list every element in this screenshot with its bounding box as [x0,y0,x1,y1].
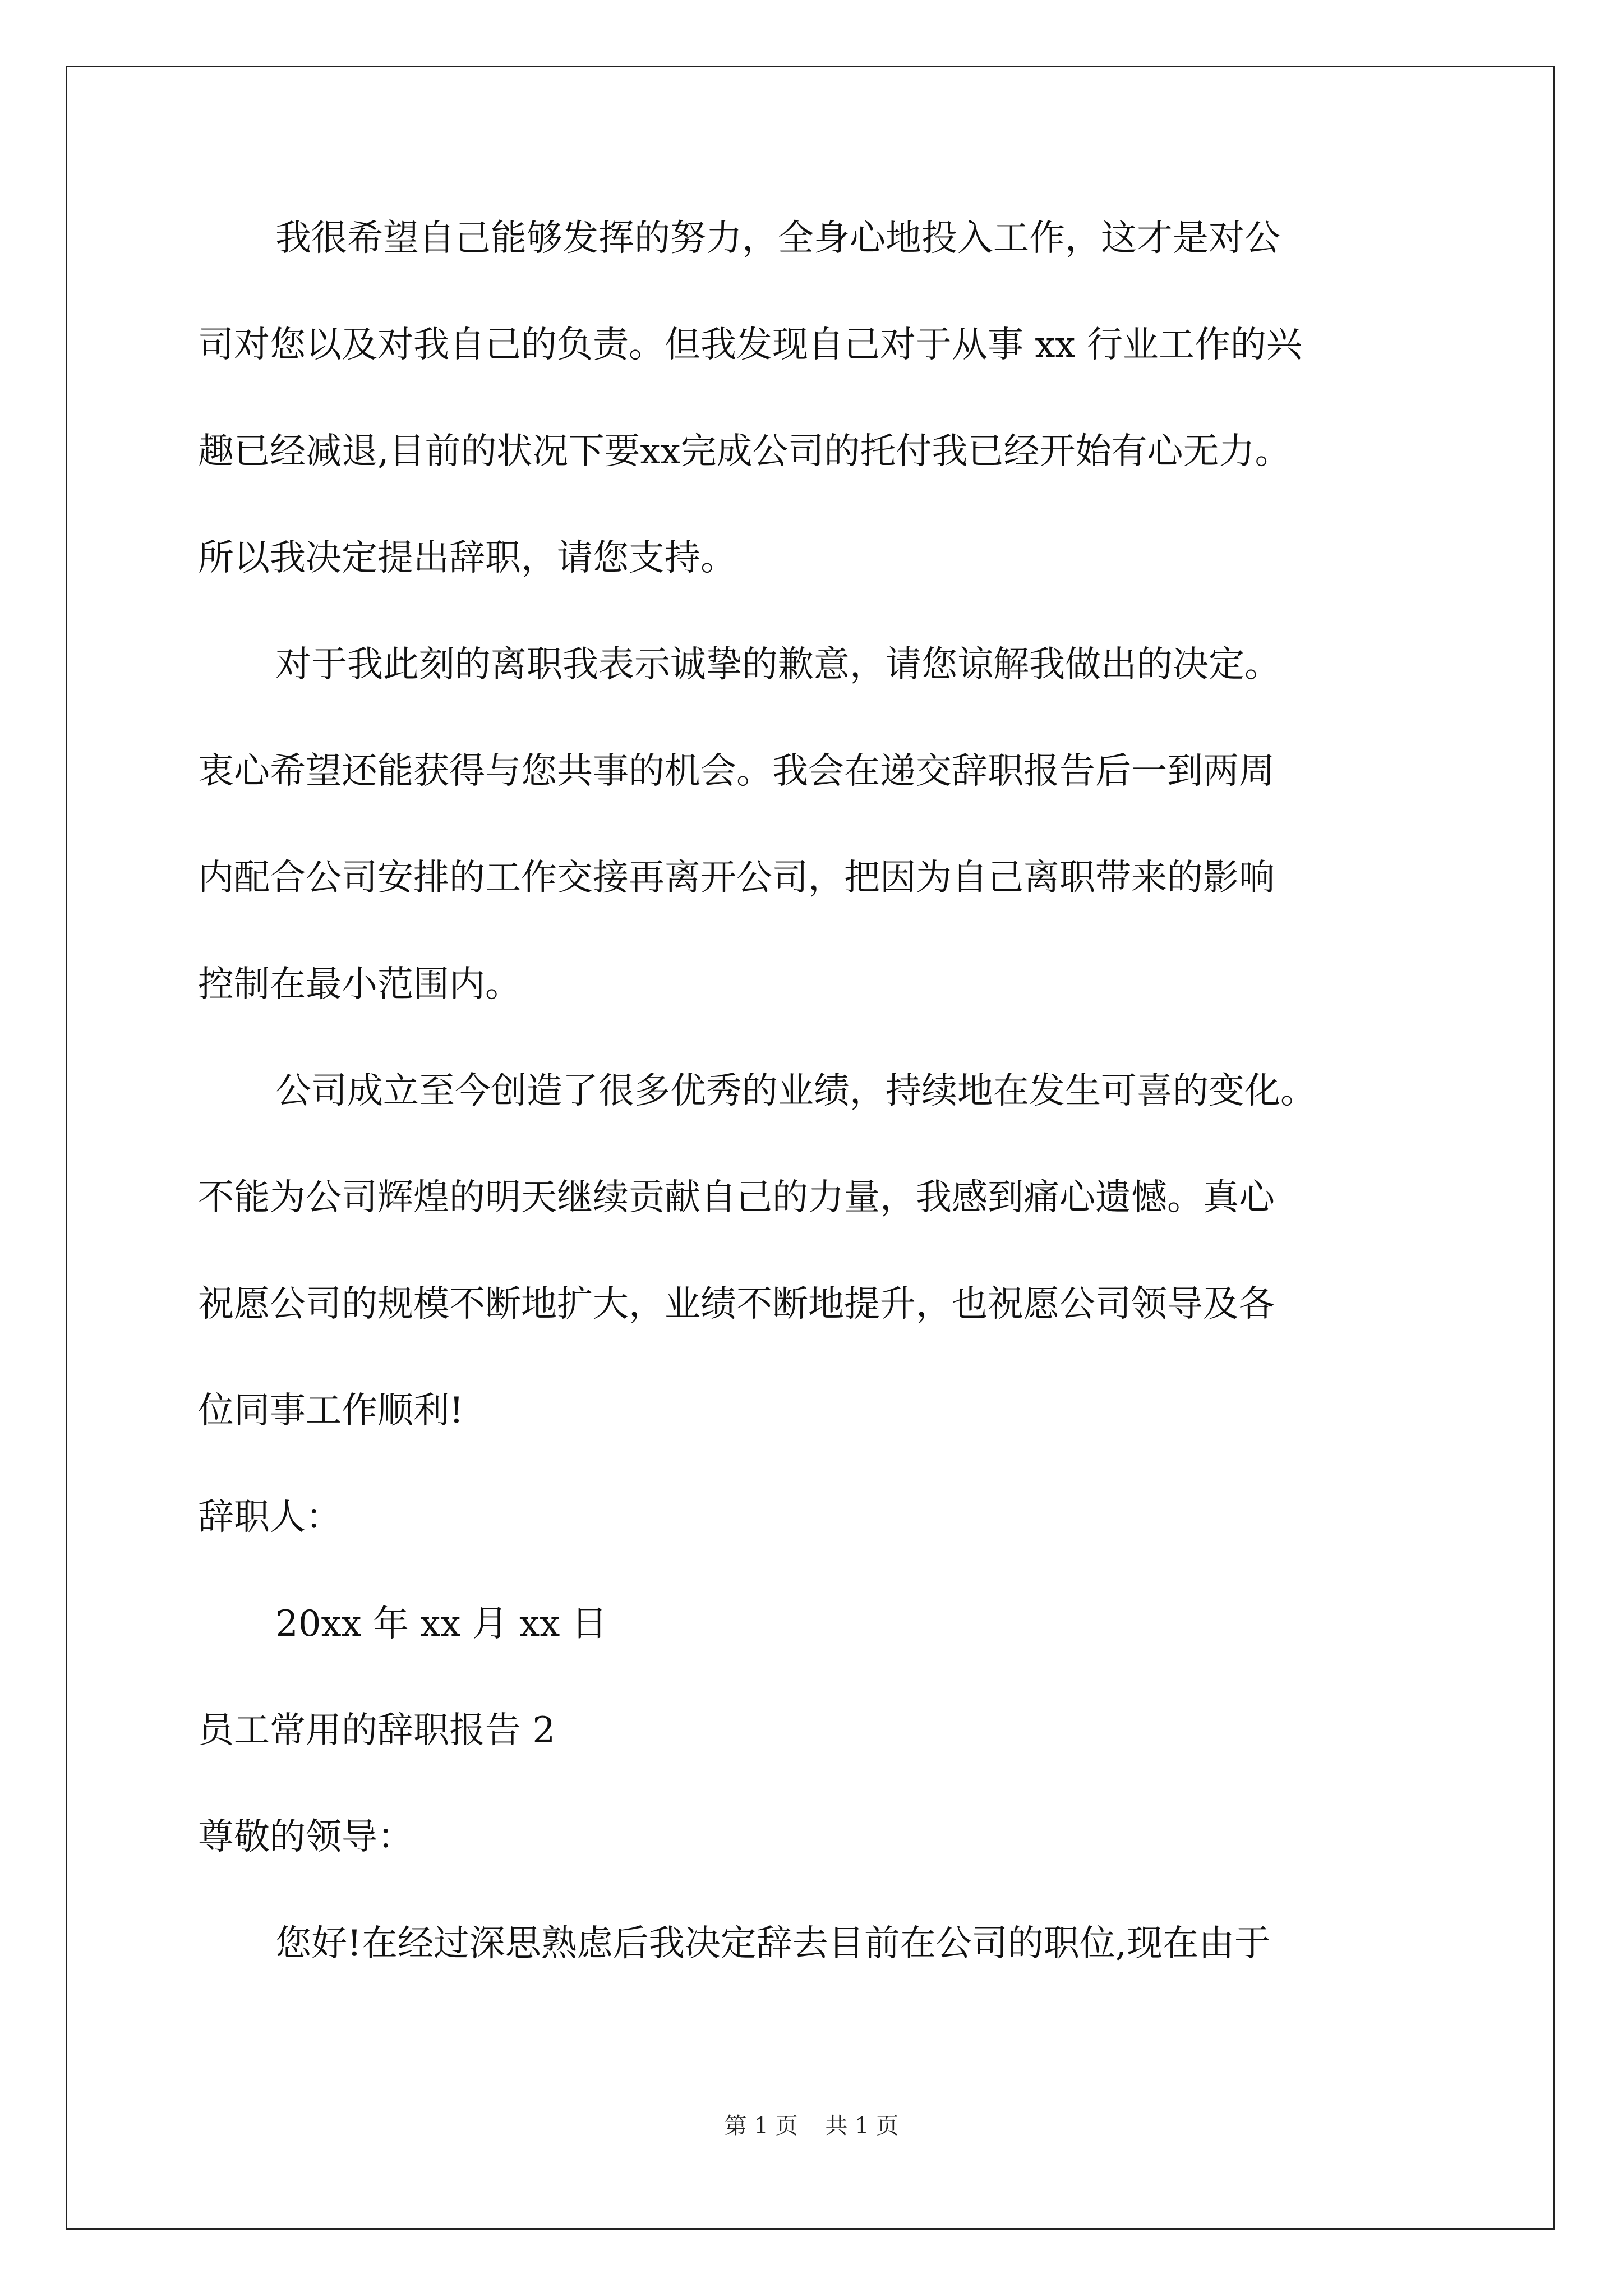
paragraph-2-line-2: 衷心希望还能获得与您共事的机会。我会在递交辞职报告后一到两周 [198,751,1275,792]
paragraph-1-line-4: 所以我决定提出辞职，请您支持。 [198,537,736,579]
paragraph-4-line-1: 您好!在经过深思熟虑后我决定辞去目前在公司的职位,现在由于 [275,1923,1271,1964]
page-border [66,66,1555,2230]
section-title: 员工常用的辞职报告 2 [198,1710,556,1751]
paragraph-2-line-1: 对于我此刻的离职我表示诚挚的歉意，请您谅解我做出的决定。 [275,644,1280,685]
page-footer [0,2112,1623,2140]
paragraph-3-line-3: 祝愿公司的规模不断地扩大，业绩不断地提升，也祝愿公司领导及各 [198,1283,1275,1325]
paragraph-2-line-4: 控制在最小范围内。 [198,964,521,1005]
page-number: 第 1 页 [724,2113,798,2139]
resigner-label: 辞职人： [198,1497,342,1538]
paragraph-3-line-4: 位同事工作顺利! [198,1390,464,1432]
date-line: 20xx 年 xx 月 xx 日 [275,1603,607,1645]
paragraph-2-line-3: 内配合公司安排的工作交接再离开公司，把因为自己离职带来的影响 [198,857,1275,899]
paragraph-1-line-2: 司对您以及对我自己的负责。但我发现自己对于从事 xx 行业工作的兴 [198,324,1302,366]
paragraph-3-line-1: 公司成立至今创造了很多优秀的业绩，持续地在发生可喜的变化。 [275,1070,1316,1112]
page-total: 共 1 页 [825,2113,899,2139]
salutation: 尊敬的领导： [198,1816,413,1858]
paragraph-1-line-3: 趣已经减退,目前的状况下要xx完成公司的托付我已经开始有心无力。 [198,431,1291,472]
paragraph-3-line-2: 不能为公司辉煌的明天继续贡献自己的力量，我感到痛心遗憾。真心 [198,1177,1275,1218]
paragraph-1-line-1: 我很希望自己能够发挥的努力，全身心地投入工作，这才是对公 [275,218,1280,259]
